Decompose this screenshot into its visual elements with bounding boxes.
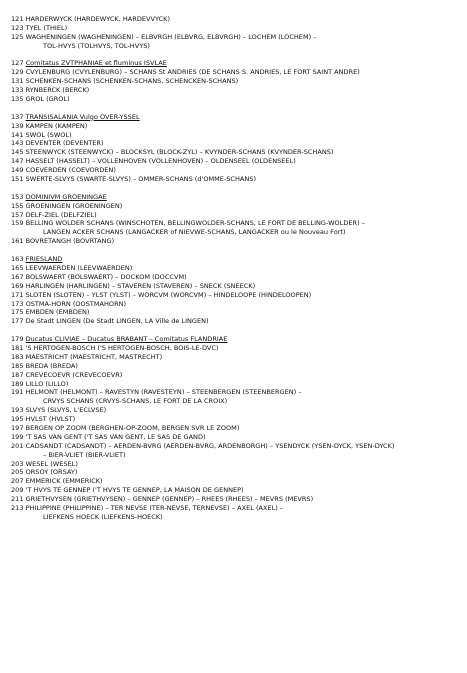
page-number: 209 bbox=[11, 486, 24, 495]
entry-text: BELLING WOLDER SCHANS (WINSCHOTEN, BELLINGWOLDER-SCHANS, LE FORT DE BELLING-WOLDER) – bbox=[25, 219, 365, 228]
index-entry bbox=[11, 264, 463, 273]
index-entry bbox=[11, 415, 463, 424]
index-entry bbox=[11, 33, 463, 42]
section-heading bbox=[11, 335, 463, 344]
page-number: 185 bbox=[11, 361, 24, 370]
page-number: 161 bbox=[11, 237, 24, 246]
heading-text: DOMINIVM GROENINGAE bbox=[25, 192, 107, 201]
entry-text: DEVENTER (DEVENTER) bbox=[25, 139, 104, 148]
entry-text: HELMONT (HELMONT) – RAVESTYN (RAVESTEYN) – STEENBERGEN (STEENBERGEN) – bbox=[25, 388, 302, 397]
page-number: 133 bbox=[11, 86, 24, 95]
page-number: 137 bbox=[11, 112, 24, 121]
entry-text: GROENINGEN (GROENINGEN) bbox=[25, 201, 123, 210]
continuation-text: TOL-HVYS (TOLHVYS, TOL-HVYS) bbox=[43, 41, 150, 50]
index-entry bbox=[11, 495, 463, 504]
page-number: 197 bbox=[11, 423, 24, 432]
index-entry bbox=[11, 344, 463, 353]
entry-text: WESEL (WESEL) bbox=[25, 459, 78, 468]
entry-text: RYNBERCK (BERCK) bbox=[25, 86, 90, 95]
page-number: 203 bbox=[11, 459, 24, 468]
index-entry bbox=[11, 291, 463, 300]
entry-text: EMMERICK (EMMERICK) bbox=[25, 477, 103, 486]
index-entry bbox=[11, 504, 463, 513]
entry-text: HARDERWYCK (HARDEWYCK, HARDEVVYCK) bbox=[25, 15, 171, 23]
page-number: 155 bbox=[11, 201, 24, 210]
entry-text: SLOTEN (SLOTEN) – YLST (YLST) – WORCVM (WORCVM) – HINDELOOPE (HINDELOOPEN) bbox=[25, 290, 312, 299]
entry-text: KAMPEN (KAMPEN) bbox=[25, 121, 88, 130]
index-entry bbox=[11, 406, 463, 415]
index-entry bbox=[11, 68, 463, 77]
page-number: 175 bbox=[11, 308, 24, 317]
page-number: 213 bbox=[11, 503, 24, 512]
entry-text: HASSELT (HASSELT) – VOLLENHOVEN (VOLLENHOVEN) – OLDENSEEL (OLDENSEEL) bbox=[25, 157, 296, 166]
index-entry bbox=[11, 237, 463, 246]
page-number: 163 bbox=[11, 255, 24, 264]
entry-text: BOVRETANGH (BOVRTANG) bbox=[25, 237, 115, 246]
index-entry bbox=[11, 95, 463, 104]
index-entry bbox=[11, 317, 463, 326]
section-gap bbox=[11, 246, 463, 255]
entry-text: SCHENKEN-SCHANS (SCHENKEN-SCHANS, SCHENCKEN-SCHANS) bbox=[25, 77, 239, 86]
index-entry bbox=[11, 86, 463, 95]
index-entry bbox=[11, 157, 463, 166]
index-entry bbox=[11, 433, 463, 442]
page-number: 191 bbox=[11, 388, 24, 397]
index-entry bbox=[11, 300, 463, 309]
entry-text: 'T SAS VAN GENT ('T SAS VAN GENT, LE SAS DE GAND) bbox=[25, 432, 206, 441]
section-heading bbox=[11, 59, 463, 68]
section-heading bbox=[11, 255, 463, 264]
entry-text: 'T HVYS TE GENNEP ('T HVYS TE GENNEP, LA MAISON DE GENNEP) bbox=[25, 486, 244, 495]
page-number: 129 bbox=[11, 68, 24, 77]
continuation-text: LANGEN ACKER SCHANS (LANGACKER of NIEVWE-SCHANS, LANGACKER ou le Nouveau Fort) bbox=[43, 228, 346, 237]
entry-text: MAESTRICHT (MAESTRICHT, MASTRECHT) bbox=[25, 352, 163, 361]
page-number: 177 bbox=[11, 317, 24, 326]
index-entry bbox=[11, 202, 463, 211]
page-number: 169 bbox=[11, 281, 24, 290]
entry-text: BERGEN OP ZOOM (BERGHEN-OP-ZOOM, BERGEN SVR LE ZOOM) bbox=[25, 423, 240, 432]
entry-text: OSTMA-HORN (OOSTMAHORN) bbox=[25, 299, 127, 308]
index-entry-continuation bbox=[11, 228, 463, 237]
entry-text: PHILIPPINE (PHILIPPINE) – TER NEVSE (TER-NEVSE, TERNEVSE) – AXEL (AXEL) – bbox=[25, 503, 284, 512]
entry-text: SWERTE-SLVYS (SWARTE-SLVYS) – OMMER-SCHANS (d'OMME-SCHANS) bbox=[25, 175, 256, 184]
page-number: 145 bbox=[11, 148, 24, 157]
page-number: 211 bbox=[11, 495, 24, 504]
page-number: 171 bbox=[11, 290, 24, 299]
page-number: 201 bbox=[11, 441, 24, 450]
section-heading bbox=[11, 193, 463, 202]
entry-text: GRIETHVYSEN (GRIETHVYSEN) – GENNEP (GENNEP) – RHEES (RHEES) – MEVRS (MEVRS) bbox=[25, 495, 314, 504]
index-entry bbox=[11, 139, 463, 148]
page-number: 189 bbox=[11, 379, 24, 388]
entry-text: GROL (GROL) bbox=[25, 95, 70, 104]
index-entry-continuation bbox=[11, 513, 463, 522]
heading-text: Ducatus CLIVIAE – Ducatus BRABANT – Comitatus FLANDRIAE bbox=[25, 335, 228, 344]
page-number: 193 bbox=[11, 406, 24, 415]
entry-text: TYEL (THIEL) bbox=[25, 23, 68, 32]
entry-text: LILLO (LILLO) bbox=[25, 379, 69, 388]
page-number: 205 bbox=[11, 468, 24, 477]
index-entry bbox=[11, 442, 463, 451]
continuation-text: – BIER-VLIET (BIER-VLIET) bbox=[43, 450, 126, 459]
index-entry bbox=[11, 353, 463, 362]
index-entry-continuation bbox=[11, 397, 463, 406]
entry-text: De Stadt LINGEN (De Stadt LINGEN, LA Ville de LINGEN) bbox=[25, 317, 209, 326]
page-number: 141 bbox=[11, 130, 24, 139]
page-number: 173 bbox=[11, 299, 24, 308]
entry-text: CADSANDT (CADSANDT) – AERDEN-BVRG (AERDEN-BVRG, ARDENBORGH) – YSENDYCK (YSEN-DYCK, YSEN-DYCK) bbox=[25, 441, 395, 450]
section-gap bbox=[11, 326, 463, 335]
entry-text: DELF-ZIEL (DELFZIEL) bbox=[25, 210, 97, 219]
entry-text: HARLINGEN (HARLINGEN) – STAVEREN (STAVEREN) – SNECK (SNEECK) bbox=[25, 281, 256, 290]
continuation-text: LIEFKENS HOECK (LIEFKENS-HOECK) bbox=[43, 512, 163, 521]
section-heading bbox=[11, 113, 463, 122]
index-section bbox=[11, 326, 463, 522]
index-entry bbox=[11, 477, 463, 486]
page-number: 167 bbox=[11, 272, 24, 281]
index-entry bbox=[11, 148, 463, 157]
entry-text: EMBDEN (EMBDEN) bbox=[25, 308, 90, 317]
index-entry bbox=[11, 424, 463, 433]
index-entry bbox=[11, 371, 463, 380]
heading-text: TRANSISALANIA Vulgo OVER-YSSEL bbox=[25, 112, 140, 121]
page-number: 125 bbox=[11, 32, 24, 41]
index-section bbox=[11, 104, 463, 184]
index-entry bbox=[11, 15, 463, 24]
entry-text: LEEVWAERDEN (LEEVWAERDEN) bbox=[25, 263, 133, 272]
page-number: 179 bbox=[11, 335, 24, 344]
page-number: 149 bbox=[11, 166, 24, 175]
index-entry bbox=[11, 362, 463, 371]
index-entry bbox=[11, 24, 463, 33]
page-number: 143 bbox=[11, 139, 24, 148]
page-number: 135 bbox=[11, 95, 24, 104]
entry-text: 'S HERTOGEN-BOSCH ('S HERTOGEN-BOSCH, BOIS-LE-DVC) bbox=[25, 343, 219, 352]
index-entry bbox=[11, 77, 463, 86]
page-number: 147 bbox=[11, 157, 24, 166]
page-number: 121 bbox=[11, 15, 24, 23]
index-entry bbox=[11, 468, 463, 477]
page-number: 207 bbox=[11, 477, 24, 486]
page-number: 127 bbox=[11, 59, 24, 68]
index-entry-continuation bbox=[11, 451, 463, 460]
entry-text: ORSOY (ORSAY) bbox=[25, 468, 78, 477]
document-body bbox=[11, 15, 463, 522]
entry-text: SLVYS (SLVYS, L'ECLVSE) bbox=[25, 406, 107, 415]
continuation-text: CRVYS SCHANS (CRVYS-SCHANS, LE FORT DE LA CROIX) bbox=[43, 397, 228, 406]
page-number: 165 bbox=[11, 263, 24, 272]
page-number: 157 bbox=[11, 210, 24, 219]
page-number: 183 bbox=[11, 352, 24, 361]
heading-text: FRIESLAND bbox=[25, 255, 63, 264]
page-number: 151 bbox=[11, 175, 24, 184]
entry-text: HVLST (HVLST) bbox=[25, 415, 76, 424]
index-entry bbox=[11, 388, 463, 397]
section-gap bbox=[11, 184, 463, 193]
entry-text: BREDA (BREDA) bbox=[25, 361, 78, 370]
index-entry bbox=[11, 273, 463, 282]
page-number: 139 bbox=[11, 121, 24, 130]
heading-text: Comitatus ZVTPHANIAE et fluminus ISVLAE bbox=[25, 59, 167, 68]
entry-text: BOLSWAERT (BOLSWAERT) – DOCKOM (DOCCVM) bbox=[25, 272, 187, 281]
section-gap bbox=[11, 104, 463, 113]
page-number: 195 bbox=[11, 415, 24, 424]
index-entry bbox=[11, 308, 463, 317]
index-entry bbox=[11, 122, 463, 131]
index-entry bbox=[11, 166, 463, 175]
index-entry bbox=[11, 486, 463, 495]
entry-text: COEVERDEN (COEVORDEN) bbox=[25, 166, 116, 175]
index-section bbox=[11, 51, 463, 104]
page-number: 187 bbox=[11, 370, 24, 379]
index-section bbox=[11, 246, 463, 326]
section-gap bbox=[11, 51, 463, 60]
index-entry bbox=[11, 380, 463, 389]
entry-text: STEENWYCK (STEENWYCK) – BLOCKSYL (BLOCK-ZYL) – KVYNDER-SCHANS (KVYNDER-SCHANS) bbox=[25, 148, 334, 157]
page-number: 153 bbox=[11, 192, 24, 201]
page-number: 181 bbox=[11, 343, 24, 352]
entry-text: CVYLENBURG (CVYLENBURG) – SCHANS St ANDRIES (DE SCHANS S. ANDRIES, LE FORT SAINT ANDRE) bbox=[25, 68, 360, 77]
index-entry bbox=[11, 131, 463, 140]
index-section bbox=[11, 15, 463, 51]
entry-text: SWOL (SWOL) bbox=[25, 130, 72, 139]
index-section bbox=[11, 184, 463, 246]
page-number: 159 bbox=[11, 219, 24, 228]
index-entry-continuation bbox=[11, 42, 463, 51]
index-entry bbox=[11, 282, 463, 291]
entry-text: WAGHENINGEN (WAGHENINGEN) – ELBVRGH (ELBVRG, ELBVRGH) – LOCHEM (LOCHEM) – bbox=[25, 32, 317, 41]
index-entry bbox=[11, 175, 463, 184]
entry-text: CREVECOEVR (CREVECOEVR) bbox=[25, 370, 123, 379]
page-number: 123 bbox=[11, 23, 24, 32]
page-number: 131 bbox=[11, 77, 24, 86]
index-entry bbox=[11, 460, 463, 469]
index-entry bbox=[11, 211, 463, 220]
page-number: 199 bbox=[11, 432, 24, 441]
index-entry bbox=[11, 219, 463, 228]
